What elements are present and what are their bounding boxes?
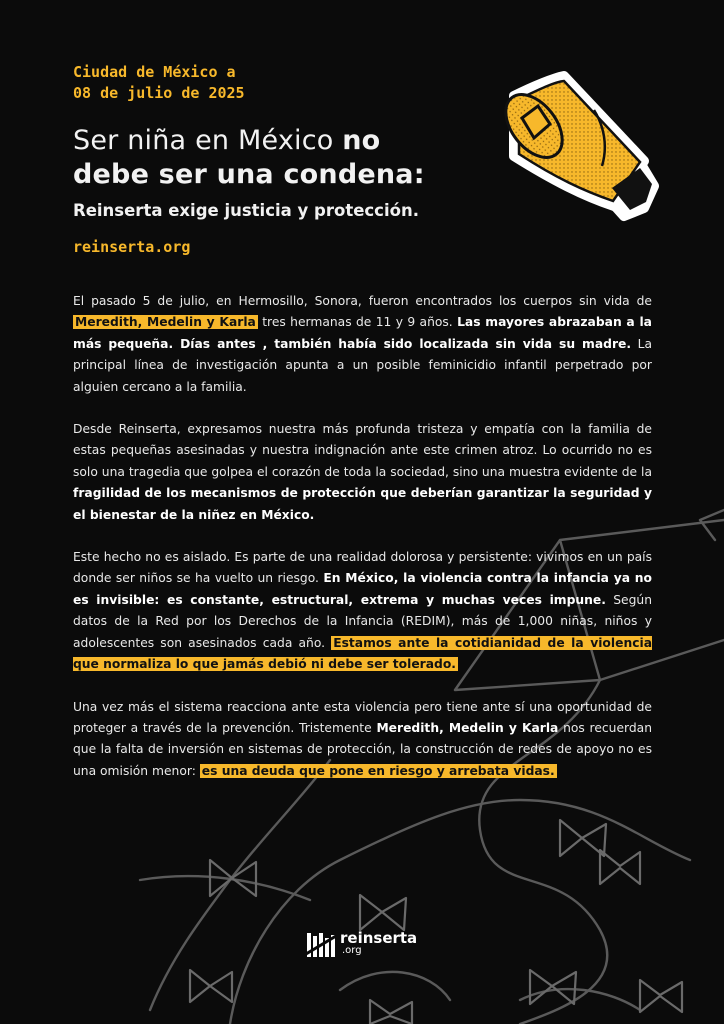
p1-bold: Las mayores abrazaban a la más pequeña. Días antes , también había sido localizada sin vida su madre. [73,315,652,351]
p3-bold: En México, la violencia contra la infancia ya no es invisible: es constante, estructural, extrema y muchas veces impune. [73,571,653,607]
page-title [73,124,513,192]
p4-highlight: es una deuda que pone en riesgo y arrebata vidas. [201,763,555,778]
location-line: Ciudad de México a [73,63,236,81]
title-bold-rest: debe ser una condena: [73,159,425,190]
p1-text-2: tres hermanas de 11 y 9 años. [257,315,458,330]
p4-bold: Meredith, Medelin y Karla [376,720,559,735]
paragraph-2 [73,419,652,526]
p1-text-3: La principal línea de investigación apunta a un posible feminicidio infantil perpetrado por alguien cercano a la familia. [73,336,652,394]
p4-text-1: Una vez más el sistema reacciona ante esta violencia pero tiene ante sí una oportunidad de proteger a través de la prevención. Tristemente [73,699,652,735]
p3-highlight: Estamos ante la cotidianidad de la violencia que normaliza lo que jamás debió ni debe ser tolerado. [73,635,652,672]
p1-highlight: Meredith, Medelin y Karla [75,315,256,330]
p2-bold: fragilidad de los mecanismos de protección que deberían garantizar la seguridad y el bienestar de la niñez en México. [73,486,652,522]
header-block [73,62,653,104]
title-regular: Ser niña en México [73,125,343,156]
title-bold-no: no [342,125,381,156]
paragraph-4 [73,697,652,783]
paragraph-3 [73,547,652,675]
paragraph-1 [73,291,652,398]
p1-text-1: El pasado 5 de julio, en Hermosillo, Sonora, fueron encontrados los cuerpos sin vida de [73,294,652,308]
page-subtitle: Reinserta exige justicia y protección. [73,201,419,220]
p4-text-2: nos recuerdan que la falta de inversión en sistemas de protección, la construcción de redes de apoyo no es una omisión menor: [73,720,652,778]
logo-name: reinserta [340,929,418,947]
logo-sub: .org [342,945,362,956]
p2-text-1: Desde Reinserta, expresamos nuestra más profunda tristeza y empatía con la familia de estas pequeñas asesinadas y nuestra indignación ante este crimen atroz. Lo ocurrido no es solo una tragedia que golpea el corazón de toda la sociedad, sino una muestra evidente de la [73,422,652,479]
reinserta-logo-icon [306,930,336,960]
article-body [73,291,652,803]
date-line: 08 de julio de 2025 [73,84,245,102]
p3-text-2: Según datos de la Red por los Derechos de la Infancia (REDIM), más de 1,000 niñas, niños y adolescentes son asesinados cada año. [73,592,652,650]
footer-logo [306,930,417,960]
website-link[interactable]: reinserta.org [73,238,191,256]
p3-text-1: Este hecho no es aislado. Es parte de una realidad dolorosa y persistente: vivimos en un país donde ser niños se ha vuelto un riesgo. [73,550,652,586]
